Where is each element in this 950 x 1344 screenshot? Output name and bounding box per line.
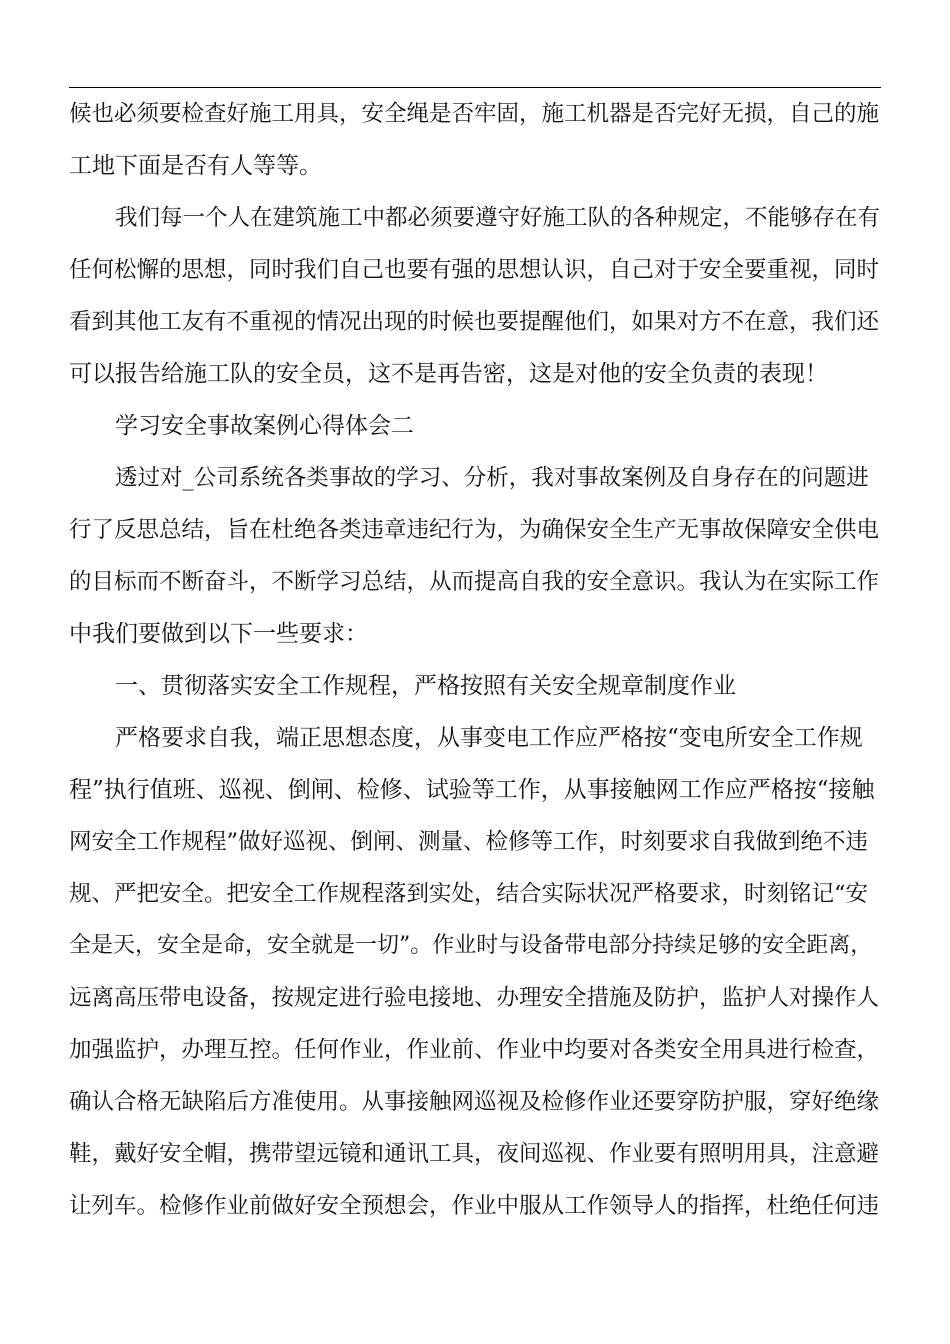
text-line: 任何松懈的思想，同时我们自己也要有强的思想认识，自己对于安全要重视，同时: [69, 257, 880, 283]
text-line: 一、贯彻落实安全工作规程，严格按照有关安全规章制度作业: [115, 673, 736, 699]
text-line: 学习安全事故案例心得体会二: [115, 413, 414, 439]
text-line: 工地下面是否有人等等。: [69, 153, 322, 179]
text-line: 可以报告给施工队的安全员，这不是再告密，这是对他的安全负责的表现！: [69, 361, 828, 387]
text-line: 我们每一个人在建筑施工中都必须要遵守好施工队的各种规定，不能够存在有: [115, 205, 881, 231]
text-line: 网安全工作规程”做好巡视、倒闸、测量、检修等工作，时刻要求自我做到绝不违: [69, 829, 869, 855]
text-line: 的目标而不断奋斗，不断学习总结，从而提高自我的安全意识。我认为在实际工作: [69, 569, 880, 595]
document-body: [69, 88, 881, 1232]
text-line: 加强监护，办理互控。任何作业，作业前、作业中均要对各类安全用具进行检查，: [69, 1037, 880, 1063]
text-line: 程”执行值班、巡视、倒闸、检修、试验等工作，从事接触网工作应严格按“接触: [69, 777, 875, 803]
text-line: 透过对_公司系统各类事故的学习、分析，我对事故案例及自身存在的问题进: [115, 465, 869, 491]
text-line: 候也必须要检查好施工用具，安全绳是否牢固，施工机器是否完好无损，自己的施: [69, 101, 880, 127]
text-line: 全是天，安全是命，安全就是一切”。作业时与设备带电部分持续足够的安全距离，: [69, 933, 873, 958]
text-line: 规、严把安全。把安全工作规程落到实处，结合实际状况严格要求，时刻铭记“安: [69, 881, 869, 907]
text-line: 确认合格无缺陷后方准使用。从事接触网巡视及检修作业还要穿防护服，穿好绝缘: [69, 1089, 880, 1115]
text-line: 远离高压带电设备，按规定进行验电接地、办理安全措施及防护，监护人对操作人: [69, 985, 880, 1011]
text-line: 让列车。检修作业前做好安全预想会，作业中服从工作领导人的指挥，杜绝任何违: [69, 1193, 880, 1219]
text-line: 严格要求自我，端正思想态度，从事变电工作应严格按“变电所安全工作规: [115, 725, 863, 751]
text-line: 看到其他工友有不重视的情况出现的时候也要提醒他们，如果对方不在意，我们还: [69, 309, 880, 335]
text-line: 行了反思总结，旨在杜绝各类违章违纪行为，为确保安全生产无事故保障安全供电: [69, 517, 880, 543]
text-line: 鞋，戴好安全帽，携带望远镜和通讯工具，夜间巡视、作业要有照明用具，注意避: [69, 1141, 880, 1167]
text-line: 中我们要做到以下一些要求：: [69, 621, 368, 647]
